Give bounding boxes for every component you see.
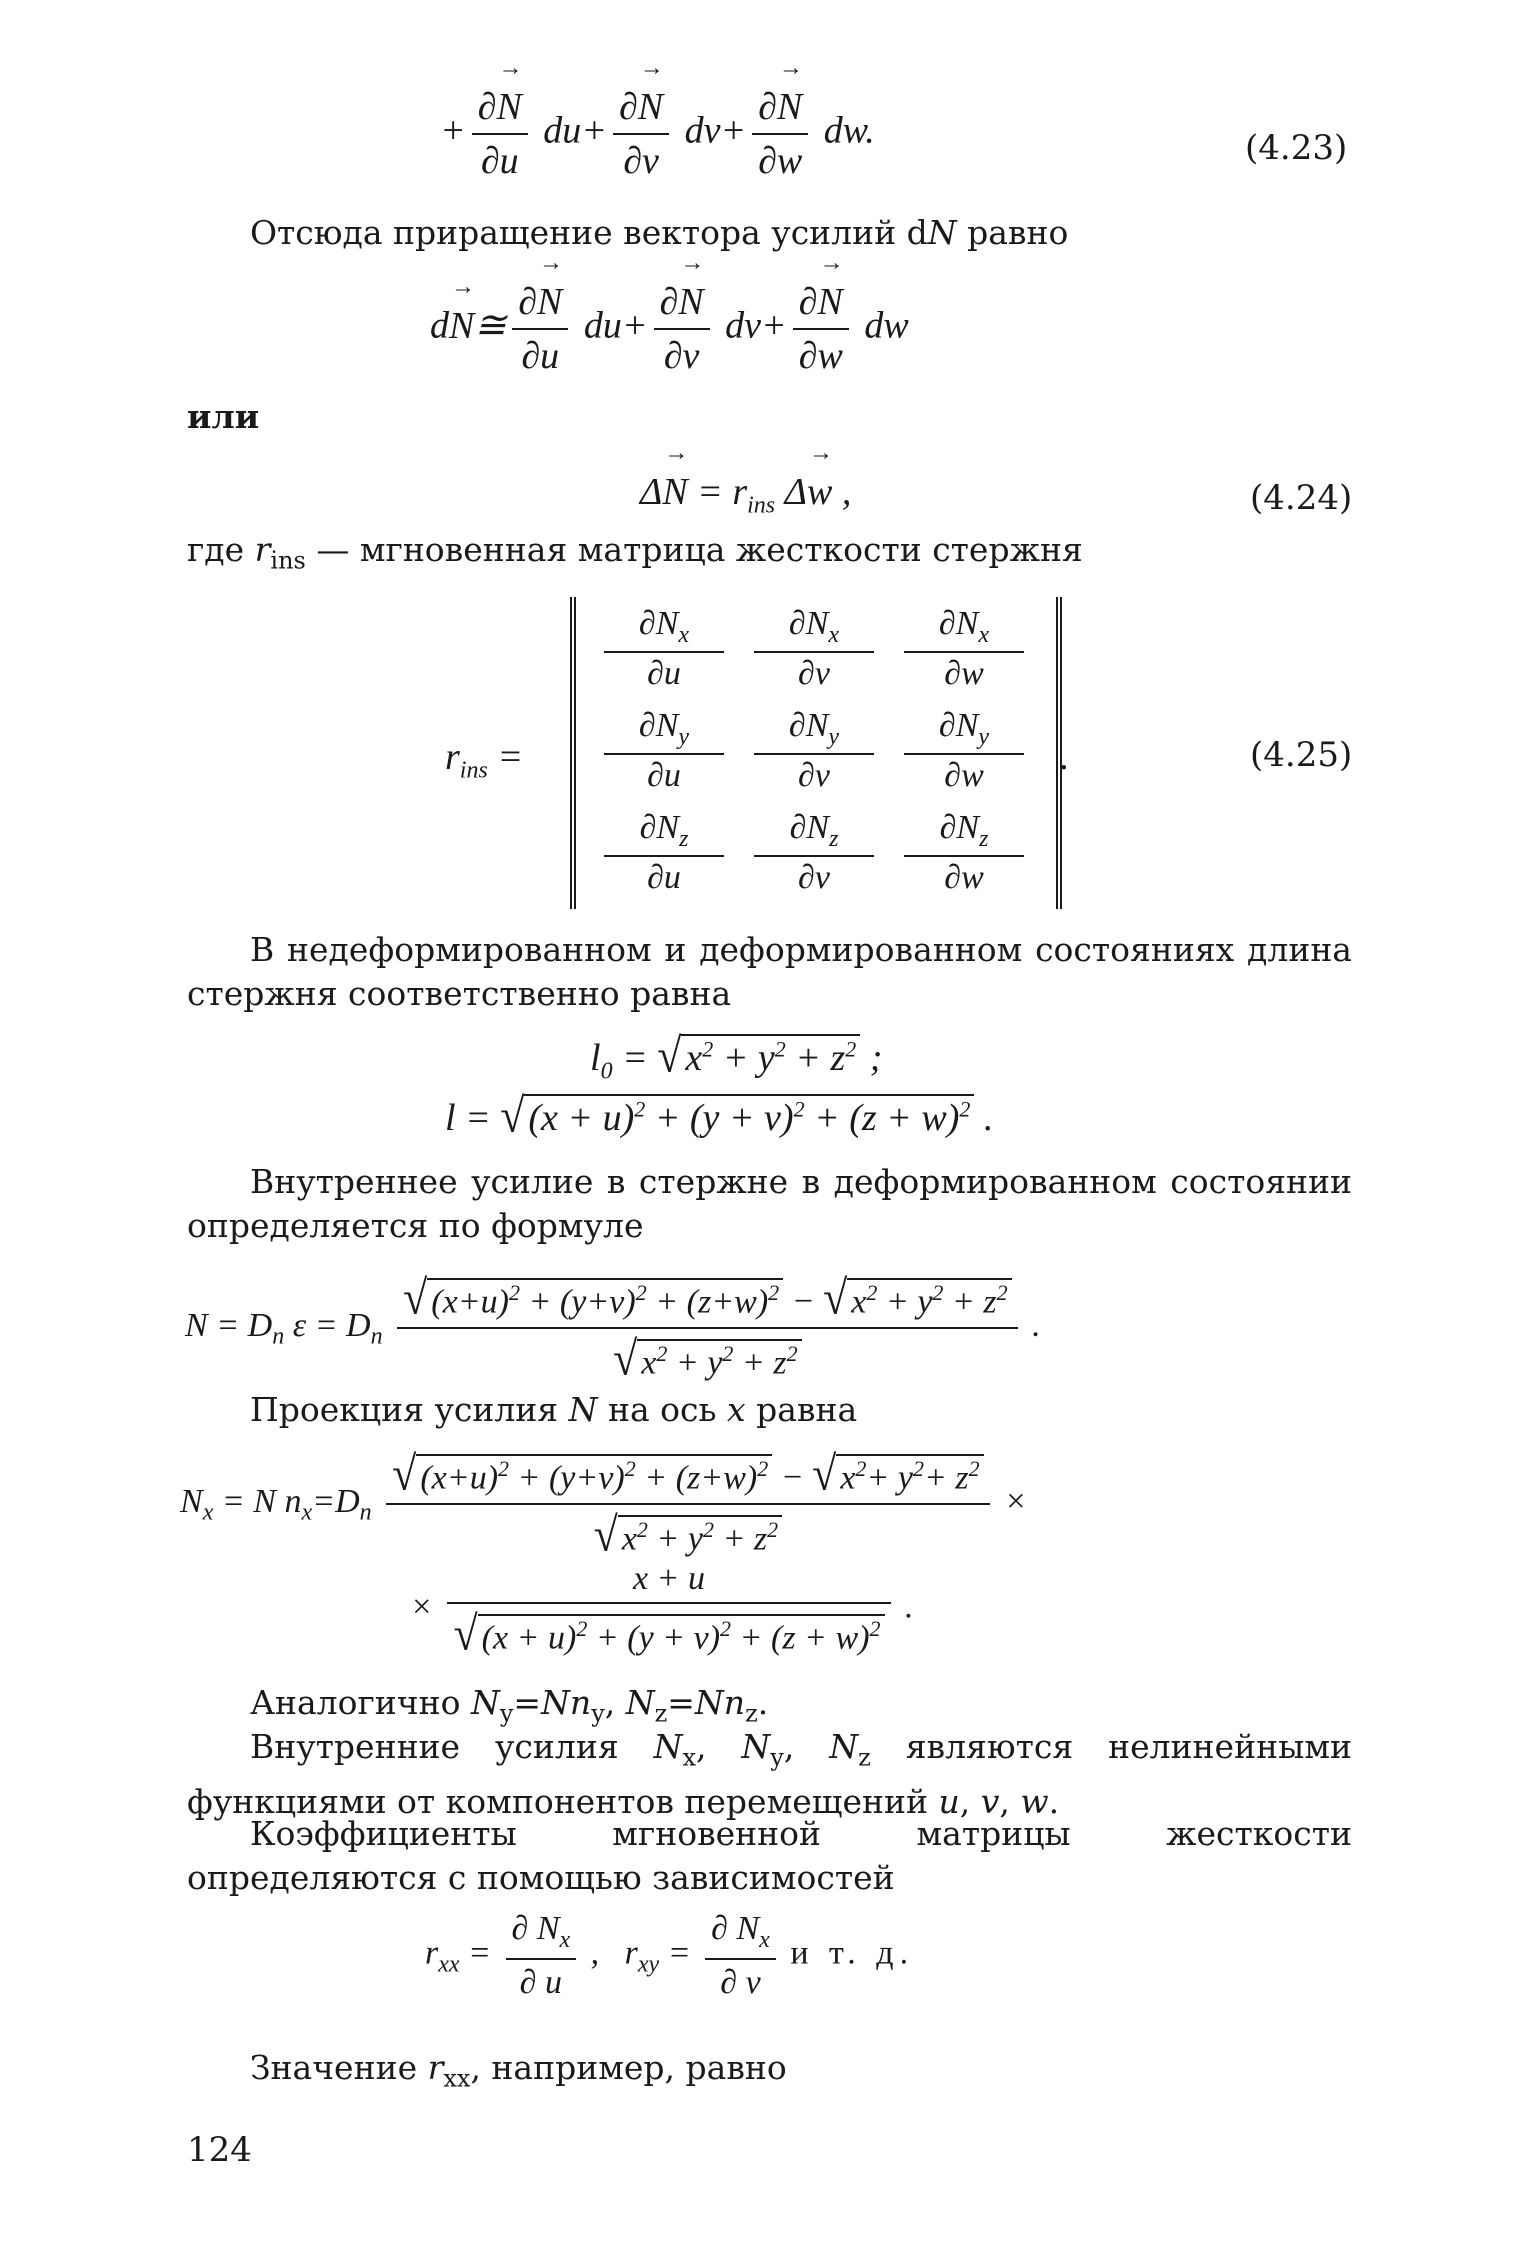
stiffness-matrix <box>570 597 1062 909</box>
paragraph-internal-force: Внутреннее усилие в стержне в деформированном состоянии определяется по формуле <box>187 1162 1352 1245</box>
matrix-cell: $\partial N_z$ ∂w <box>904 809 1024 897</box>
equation-number-4-24: (4.24) <box>1250 478 1353 518</box>
matrix-period: . <box>1060 736 1070 778</box>
text-or: или <box>187 397 260 436</box>
matrix-cell: $\partial N_y$ ∂w <box>904 707 1024 795</box>
matrix-label: $r_{ins}$ = <box>445 736 523 784</box>
paragraph-rxx-value: Значение $r_{xx}$, например, равно <box>250 2048 787 2093</box>
equation-N: $N = D_n$ $\varepsilon = D_n$ $\frac{√ (x+u)^2 + (y+v)^2 + (z+w)^2 - √ x^2 + y^2 + z^2}{√ x^2 + y^2 + z^2}$ . <box>185 1270 1041 1386</box>
matrix-cell: $\partial N_x$ ∂u <box>604 605 724 693</box>
equation-Nx-line2: × $\frac{x + u}{√ (x + u)^2 + (y + v)^2 + (z + w)^2}$ . <box>410 1560 914 1661</box>
matrix-cell: $\partial N_y$ ∂v <box>754 707 874 795</box>
paragraph-increment: Отсюда приращение вектора усилий dN равно <box>250 213 1069 252</box>
equation-number-4-23: (4.23) <box>1245 128 1348 168</box>
matrix-cell: $\partial N_y$ ∂u <box>604 707 724 795</box>
equation-l: l = √ $(x + u)^2 + (y + v)^2 + (z + w)^2$ . <box>445 1088 994 1143</box>
equation-number-4-25: (4.25) <box>1250 735 1353 775</box>
equation-rxx-rxy: $r_{xx}$ = $\frac{\partial N_x}{\partial u}$ , $r_{xy}$ = $\frac{\partial N_x}{\partial v}$ и т. д. <box>425 1910 915 2001</box>
equation-4-24: $\Delta\to N = r_{ins}$ Δ→ w , <box>640 470 851 520</box>
equation-Nx-line1: $N_x = N$ $n_x=D_n$ $\frac{√ (x+u)^2 + (y+v)^2 + (z+w)^2 - √ x^2+ y^2+ z^2}{√ x^2 + y^2 + z^2}$ × <box>180 1446 1028 1562</box>
page-number: 124 <box>187 2130 252 2170</box>
paragraph-where: где $r_{ins}$ — мгновенная матрица жесткости стержня <box>187 530 1083 575</box>
equation-l0: $l_0$ = √ $x^2 + y^2 + z^2$ ; <box>590 1028 883 1085</box>
matrix-cell: $\partial N_x$ ∂v <box>754 605 874 693</box>
paragraph-projection: Проекция усилия N на ось x равна <box>250 1390 858 1429</box>
equation-4-23-tail: + $\frac{\partial\to N}{\partial u}$ du+ $\frac{\partial\to N}{\partial v}$ dv+ $\frac{\partial\to N}{\partial w}$ dw. <box>440 85 875 183</box>
matrix-cell: $\partial N_x$ ∂w <box>904 605 1024 693</box>
paragraph-lengths: В недеформированном и деформированном состояниях длина стержня соответственно равна <box>187 930 1352 1013</box>
matrix-cell: $\partial N_z$ ∂v <box>754 809 874 897</box>
equation-dN: d→ N≅ $\frac{\partial\to N}{\partial u}$ du+ $\frac{\partial\to N}{\partial v}$ dv+ $\frac{\partial\to N}{\partial w}$ dw <box>430 280 909 378</box>
matrix-cell: $\partial N_z$ ∂u <box>604 809 724 897</box>
paragraph-nonlinear: Внутренние усилия $N_x$, $N_y$, $N_z$ являются нелинейными функциями от компонентов перемещений u, v, w. <box>187 1727 1352 1821</box>
paragraph-analogous: Аналогично $N_y=Nn_y$, $N_z=Nn_z$. <box>250 1683 769 1728</box>
paragraph-coefficients: Коэффициенты мгновенной матрицы жесткости определяются с помощью зависимостей <box>187 1814 1352 1897</box>
